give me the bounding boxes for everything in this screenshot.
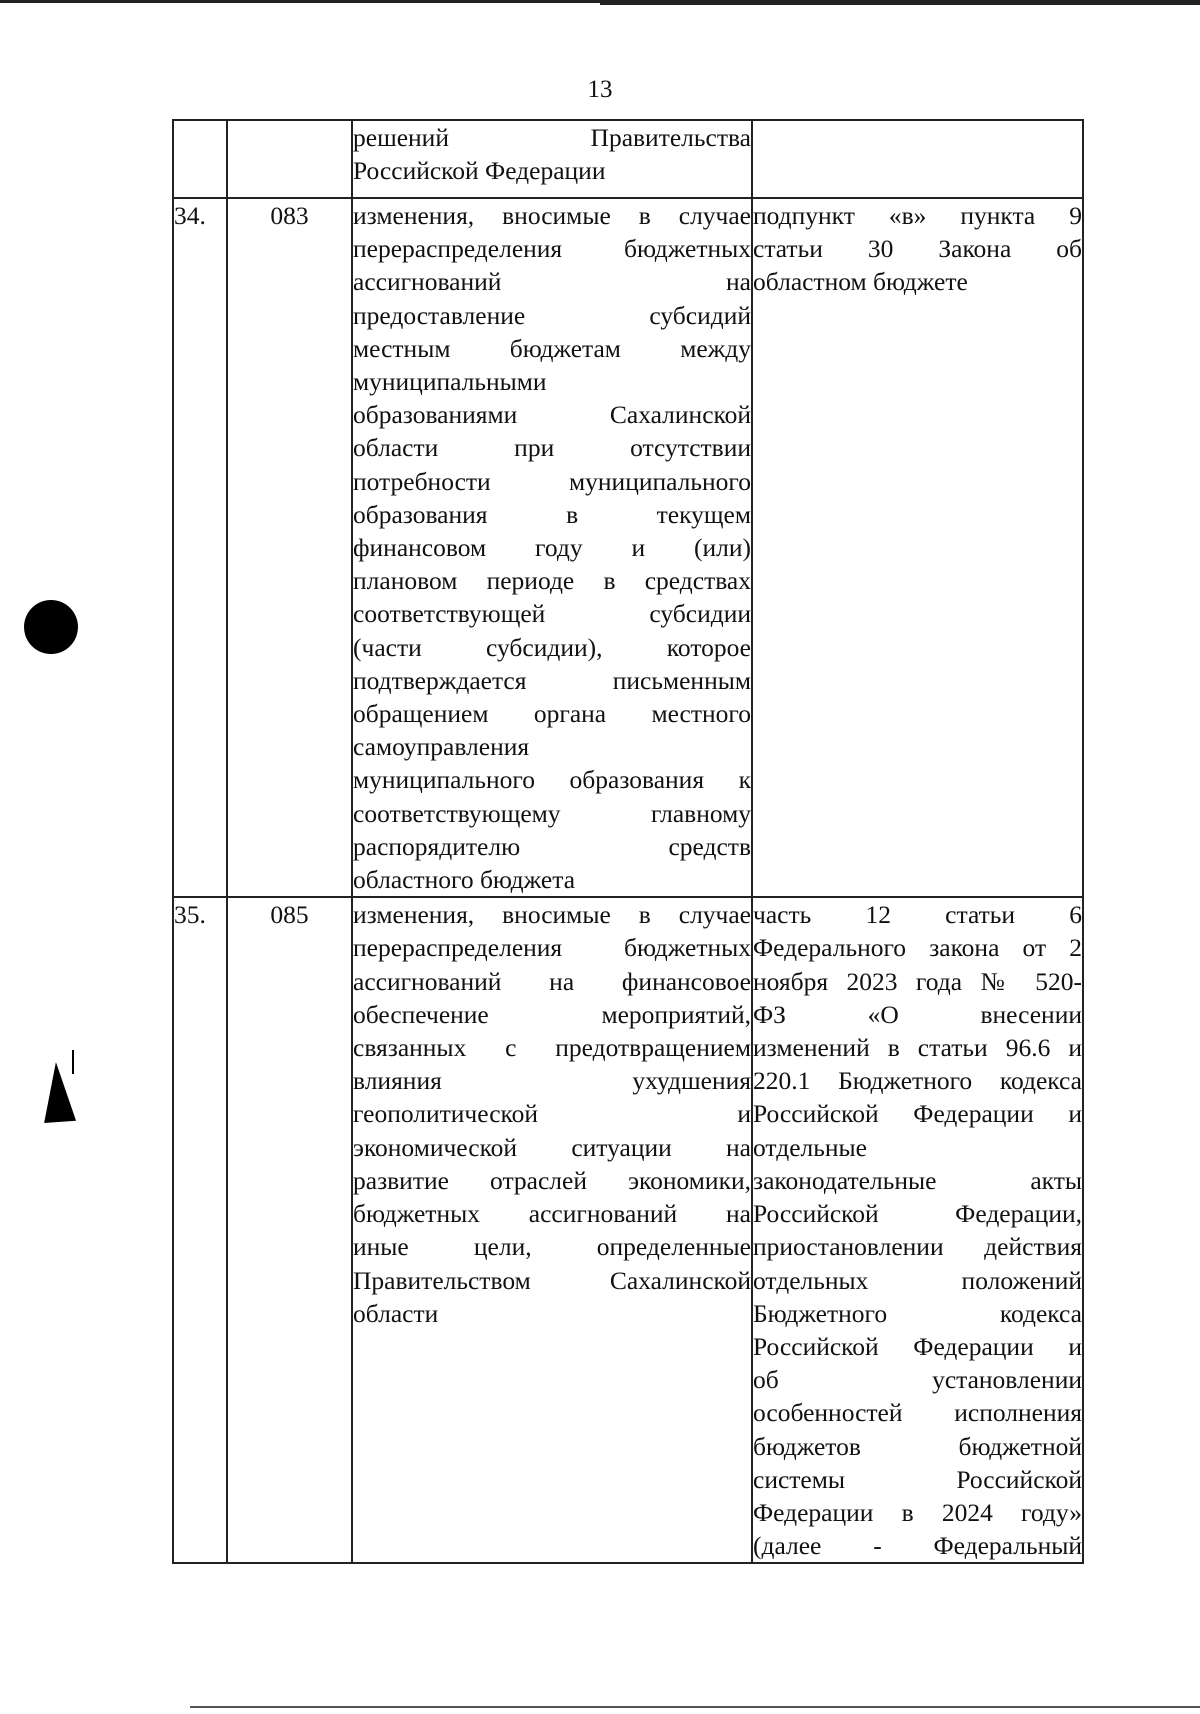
basis-line: областном бюджете bbox=[753, 267, 968, 297]
page-number: 13 bbox=[587, 76, 613, 103]
basis-line: статьи 30 Закона об bbox=[753, 234, 1082, 264]
description-line: ассигнований на финансовое bbox=[353, 966, 751, 996]
description-line: ассигнований на bbox=[353, 267, 751, 297]
description-line: области при отсутствии bbox=[353, 433, 751, 463]
description-line: изменения, вносимые в случае bbox=[353, 900, 751, 930]
basis-line: ФЗ «О внесении bbox=[753, 999, 1082, 1029]
basis-line: изменений в статьи 96.6 и bbox=[753, 1033, 1082, 1063]
basis-line: особенностей исполнения bbox=[753, 1398, 1082, 1428]
basis-line: Федерального закона от 2 bbox=[753, 933, 1082, 963]
basis-line: отдельных положений bbox=[753, 1265, 1082, 1295]
code-cell: 085 bbox=[227, 897, 352, 1563]
description-line: экономической ситуации на bbox=[353, 1132, 751, 1162]
row-number-cell: 35. bbox=[173, 897, 227, 1563]
basis-line: Российской Федерации, bbox=[753, 1199, 1082, 1229]
description-line: подтверждается письменным bbox=[353, 665, 751, 695]
basis-line: подпункт «в» пункта 9 bbox=[753, 201, 1082, 230]
code-cell bbox=[227, 120, 352, 198]
description-line: местным бюджетам между bbox=[353, 333, 751, 363]
description-line: геополитической и bbox=[353, 1099, 751, 1129]
description-line: самоуправления bbox=[353, 732, 530, 762]
basis-line: отдельные bbox=[753, 1132, 867, 1162]
description-line: соответствующей субсидии bbox=[353, 599, 751, 629]
change-description-cell bbox=[352, 198, 752, 897]
basis-line: системы Российской bbox=[753, 1464, 1082, 1494]
description-line: (части субсидии), которое bbox=[353, 632, 751, 662]
change-description-cell bbox=[352, 120, 752, 198]
changes-table bbox=[172, 119, 1084, 1564]
description-line: области bbox=[353, 1298, 439, 1328]
description-line: плановом периоде в средствах bbox=[353, 566, 751, 596]
row-number-cell bbox=[173, 120, 227, 198]
change-description-cell bbox=[352, 897, 752, 1563]
table-row bbox=[173, 120, 1083, 198]
basis-line: (далее - Федеральный bbox=[753, 1531, 1082, 1561]
basis-line: Российской Федерации и bbox=[753, 1331, 1082, 1361]
basis-line: 220.1 Бюджетного кодекса bbox=[753, 1066, 1082, 1096]
description-line: финансовом году и (или) bbox=[353, 533, 751, 563]
basis-line: Бюджетного кодекса bbox=[753, 1298, 1082, 1328]
legal-basis-cell bbox=[752, 897, 1083, 1563]
description-line: Российской Федерации bbox=[353, 156, 606, 186]
description-line: предоставление субсидий bbox=[353, 300, 751, 330]
table-row bbox=[173, 897, 1083, 1563]
description-line: бюджетных ассигнований на bbox=[353, 1199, 751, 1229]
description-line: муниципальными bbox=[353, 367, 547, 397]
basis-line: об установлении bbox=[753, 1365, 1082, 1395]
description-line: обеспечение мероприятий, bbox=[353, 999, 751, 1029]
description-line: Правительством Сахалинской bbox=[353, 1265, 751, 1295]
description-line: решений Правительства bbox=[353, 123, 751, 152]
description-line: образованиями Сахалинской bbox=[353, 400, 751, 430]
description-line: муниципального образования к bbox=[353, 765, 751, 795]
description-line: областного бюджета bbox=[353, 865, 576, 895]
description-line: связанных с предотвращением bbox=[353, 1033, 751, 1063]
basis-line: часть 12 статьи 6 bbox=[753, 900, 1082, 930]
legal-basis-cell bbox=[752, 198, 1083, 897]
description-line: образования в текущем bbox=[353, 499, 751, 529]
binder-hole-mark bbox=[24, 600, 78, 654]
scan-bottom-border bbox=[190, 1706, 1200, 1708]
basis-line: приостановлении действия bbox=[753, 1232, 1082, 1262]
description-line: обращением органа местного bbox=[353, 699, 751, 729]
legal-basis-cell bbox=[752, 120, 1083, 198]
description-line: влияния ухудшения bbox=[353, 1066, 751, 1096]
description-line: иные цели, определенные bbox=[353, 1232, 751, 1262]
basis-line: ноября 2023 года № 520- bbox=[753, 966, 1082, 996]
row-number-cell: 34. bbox=[173, 198, 227, 897]
description-line: развитие отраслей экономики, bbox=[353, 1165, 751, 1195]
description-line: перераспределения бюджетных bbox=[353, 234, 751, 264]
scan-blot-stroke bbox=[72, 1050, 74, 1074]
table-row bbox=[173, 198, 1083, 897]
basis-line: Федерации в 2024 году» bbox=[753, 1497, 1082, 1527]
scan-top-border-thick bbox=[600, 0, 1200, 5]
basis-line: законодательные акты bbox=[753, 1165, 1082, 1195]
description-line: распорядителю средств bbox=[353, 831, 751, 861]
code-cell: 083 bbox=[227, 198, 352, 897]
description-line: изменения, вносимые в случае bbox=[353, 201, 751, 230]
description-line: соответствующему главному bbox=[353, 798, 751, 828]
basis-line: Российской Федерации и bbox=[753, 1099, 1082, 1129]
description-line: перераспределения бюджетных bbox=[353, 933, 751, 963]
description-line: потребности муниципального bbox=[353, 466, 751, 496]
scan-blot-mark bbox=[40, 1061, 76, 1123]
basis-line: бюджетов бюджетной bbox=[753, 1431, 1082, 1461]
